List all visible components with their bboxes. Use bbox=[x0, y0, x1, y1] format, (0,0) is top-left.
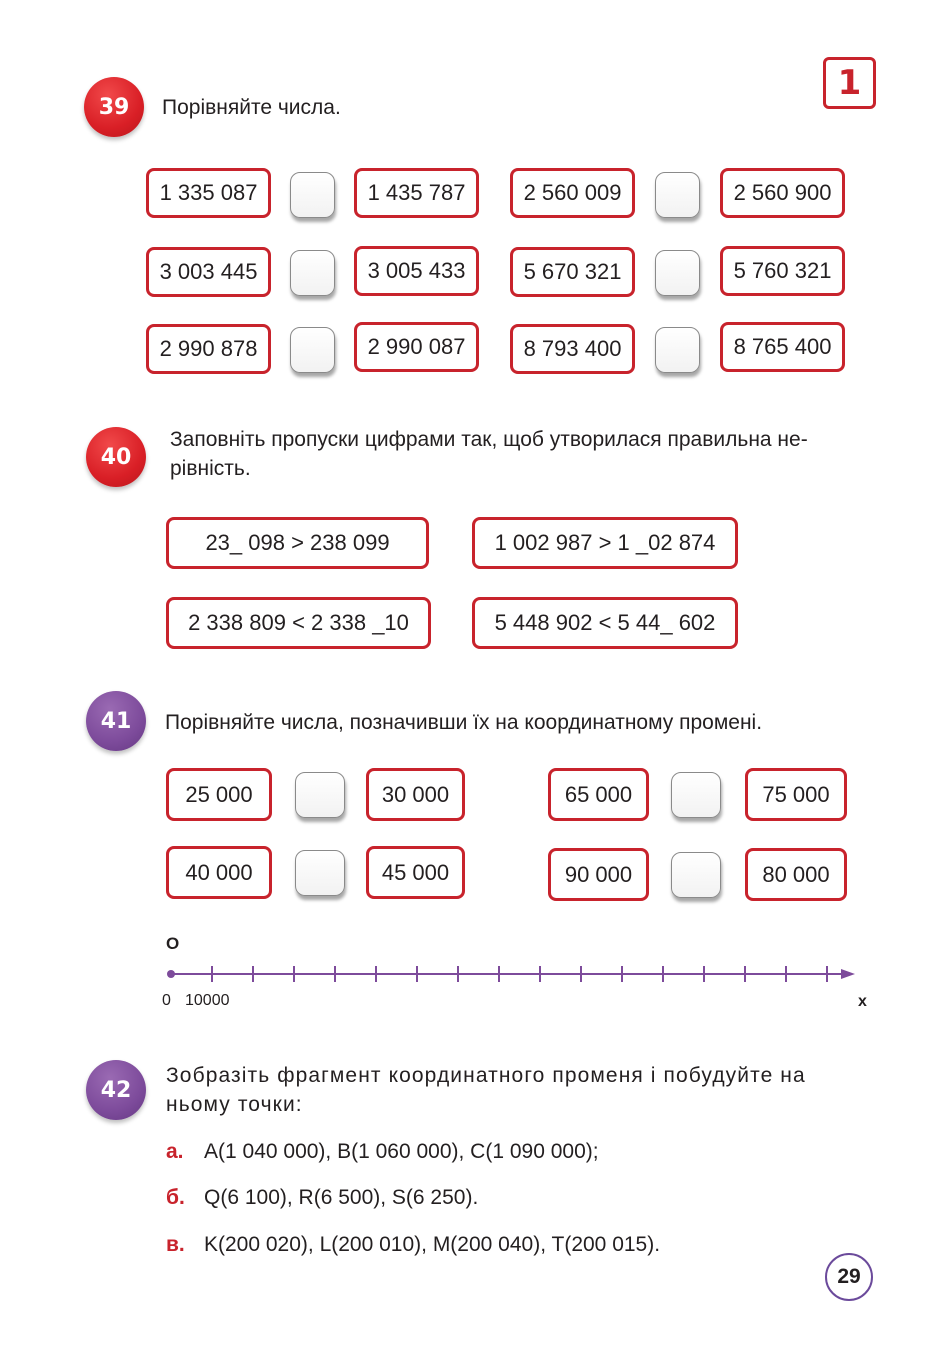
task-39-number: 2 560 900 bbox=[720, 168, 845, 218]
task-41-number: 80 000 bbox=[745, 848, 847, 901]
comparison-box[interactable] bbox=[290, 172, 335, 218]
task-41-number: 25 000 bbox=[166, 768, 272, 821]
task-41-number: 90 000 bbox=[548, 848, 649, 901]
ray-origin-point bbox=[167, 970, 175, 978]
task-39-number: 2 560 009 bbox=[510, 168, 635, 218]
task-41-number: 45 000 bbox=[366, 846, 465, 899]
comparison-box[interactable] bbox=[655, 327, 700, 373]
task-39-number: 8 765 400 bbox=[720, 322, 845, 372]
item-letter: б. bbox=[166, 1186, 185, 1209]
inequality-box[interactable]: 2 338 809 < 2 338 _10 bbox=[166, 597, 431, 649]
task-41-text: Порівняйте числа, позначивши їх на координатному промені. bbox=[165, 711, 763, 734]
ray-arrow bbox=[841, 969, 855, 979]
task-41-number: 30 000 bbox=[366, 768, 465, 821]
task-39-number: 1 335 087 bbox=[146, 168, 271, 218]
comparison-box[interactable] bbox=[295, 850, 345, 896]
task-40-text bbox=[170, 425, 808, 483]
task-42-item-c bbox=[166, 1233, 660, 1257]
comparison-box[interactable] bbox=[671, 852, 721, 898]
ray-axis-label: x bbox=[858, 993, 867, 1010]
comparison-box[interactable] bbox=[290, 250, 335, 296]
ray-unit-label: 10000 bbox=[185, 992, 230, 1009]
task-42-badge: 42 bbox=[86, 1060, 146, 1120]
task-40-badge: 40 bbox=[86, 427, 146, 487]
comparison-box[interactable] bbox=[295, 772, 345, 818]
inequality-box[interactable]: 1 002 987 > 1 _02 874 bbox=[472, 517, 738, 569]
task-41-number: 65 000 bbox=[548, 768, 649, 821]
task-41-number: 40 000 bbox=[166, 846, 272, 899]
task-39-number: 2 990 878 bbox=[146, 324, 271, 374]
comparison-box[interactable] bbox=[655, 250, 700, 296]
comparison-box[interactable] bbox=[671, 772, 721, 818]
task-39-badge: 39 bbox=[84, 77, 144, 137]
ray-origin-label: O bbox=[166, 934, 180, 953]
task-39-number: 2 990 087 bbox=[354, 322, 479, 372]
task-42-text-line1: Зобразіть фрагмент координатного променя і побудуйте на bbox=[166, 1064, 806, 1087]
item-text: K(200 020), L(200 010), M(200 040), T(200 015). bbox=[204, 1233, 661, 1256]
inequality-box[interactable]: 5 448 902 < 5 44_ 602 bbox=[472, 597, 738, 649]
task-42-text-line2: ньому точки: bbox=[166, 1093, 303, 1116]
item-letter: в. bbox=[166, 1233, 185, 1256]
item-text: A(1 040 000), B(1 060 000), C(1 090 000); bbox=[204, 1140, 599, 1163]
coordinate-ray bbox=[160, 958, 860, 990]
task-42-item-b bbox=[166, 1186, 478, 1210]
task-42-text bbox=[166, 1061, 851, 1119]
task-39-number: 3 005 433 bbox=[354, 246, 479, 296]
task-39-number: 3 003 445 bbox=[146, 247, 271, 297]
task-39-number: 1 435 787 bbox=[354, 168, 479, 218]
comparison-box[interactable] bbox=[655, 172, 700, 218]
item-text: Q(6 100), R(6 500), S(6 250). bbox=[204, 1186, 479, 1209]
task-40-text-line1: Заповніть пропуски цифрами так, щоб утворилася правильна не- bbox=[170, 428, 808, 451]
task-41-badge: 41 bbox=[86, 691, 146, 751]
page-number: 29 bbox=[825, 1253, 873, 1301]
comparison-box[interactable] bbox=[290, 327, 335, 373]
task-39-number: 5 760 321 bbox=[720, 246, 845, 296]
task-39-number: 8 793 400 bbox=[510, 324, 635, 374]
inequality-box[interactable]: 23_ 098 > 238 099 bbox=[166, 517, 429, 569]
task-40-text-line2: рівність. bbox=[170, 457, 251, 480]
task-42-item-a bbox=[166, 1140, 599, 1164]
task-39-number: 5 670 321 bbox=[510, 247, 635, 297]
item-letter: а. bbox=[166, 1140, 184, 1163]
task-39-text: Порівняйте числа. bbox=[162, 96, 341, 119]
task-41-number: 75 000 bbox=[745, 768, 847, 821]
ray-zero-label: 0 bbox=[162, 992, 171, 1009]
chapter-marker: 1 bbox=[823, 57, 876, 109]
